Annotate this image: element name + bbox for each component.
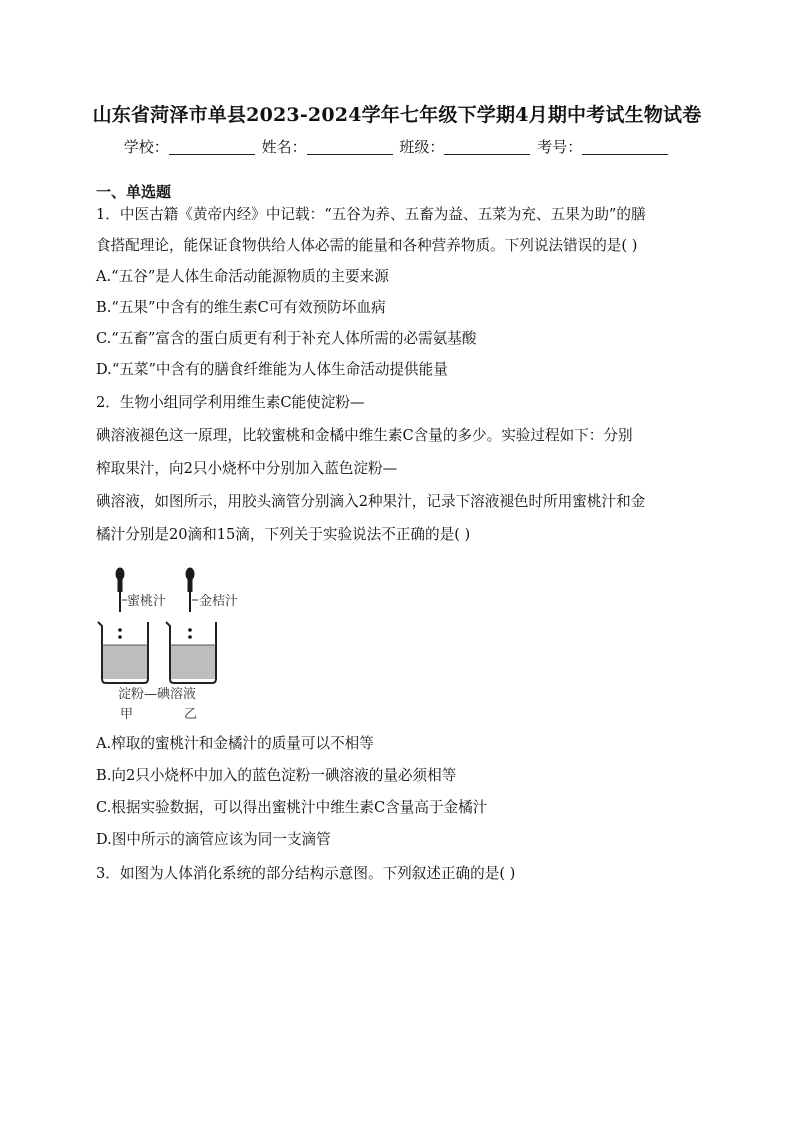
right-beaker-icon xyxy=(166,622,216,683)
left-beaker-icon xyxy=(98,622,148,683)
q2-stem-line-4: 碘溶液，如图所示，用胶头滴管分别滴入2种果汁，记录下溶液褪色时所用蜜桃汁和金 xyxy=(96,493,646,510)
class-label: 班级： xyxy=(399,138,445,156)
school-label: 学校： xyxy=(123,138,169,156)
q2-option-b: B.向2只小烧杯中加入的蓝色淀粉一碘溶液的量必须相等 xyxy=(96,767,457,784)
left-juice-label: 蜜桃汁 xyxy=(127,594,167,609)
q1-stem-line-2: 食搭配理论，能保证食物供给人体必需的能量和各种营养物质。下列说法错误的是( ) xyxy=(96,237,638,254)
name-blank[interactable] xyxy=(307,140,393,155)
q2-option-d: D.图中所示的滴管应该为同一支滴管 xyxy=(96,831,331,848)
right-juice-label: 金桔汁 xyxy=(199,594,239,609)
q1-option-d: D.“五菜”中含有的膳食纤维能为人体生命活动提供能量 xyxy=(96,361,448,378)
q2-stem-line-3: 榨取果汁，向2只小烧杯中分别加入蓝色淀粉— xyxy=(96,460,398,477)
section-heading: 一、单选题 xyxy=(96,183,172,201)
q3-stem-line-1: 3．如图为人体消化系统的部分结构示意图。下列叙述正确的是( ) xyxy=(96,865,516,882)
q2-stem-line-5: 橘汁分别是20滴和15滴，下列关于实验说法不正确的是( ) xyxy=(96,526,471,543)
class-blank[interactable] xyxy=(444,140,530,155)
q2-stem-line-2: 碘溶液褪色这一原理，比较蜜桃和金橘中维生素C含量的多少。实验过程如下：分别 xyxy=(96,427,633,444)
beaker-experiment-figure xyxy=(96,562,256,722)
exam-number-blank[interactable] xyxy=(582,140,668,155)
q1-option-c: C.“五畜”富含的蛋白质更有利于补充人体所需的必需氨基酸 xyxy=(96,330,477,347)
right-dropper-icon xyxy=(186,568,199,613)
q1-option-b: B.“五果”中含有的维生素C可有效预防坏血病 xyxy=(96,299,386,316)
q2-stem-line-1: 2．生物小组同学利用维生素C能使淀粉— xyxy=(96,394,365,411)
exam-number-label: 考号： xyxy=(537,138,583,156)
q1-stem-line-1: 1．中医古籍《黄帝内经》中记载：“五谷为养、五畜为益、五菜为充、五果为助”的膳 xyxy=(96,206,646,223)
beaker-yi-label: 乙 xyxy=(184,707,198,722)
name-label: 姓名： xyxy=(261,138,307,156)
left-dropper-icon xyxy=(116,568,128,613)
q2-option-c: C.根据实验数据，可以得出蜜桃汁中维生素C含量高于金橘汁 xyxy=(96,799,488,816)
school-blank[interactable] xyxy=(169,140,255,155)
solution-label: 淀粉—碘溶液 xyxy=(118,687,197,702)
beaker-jia-label: 甲 xyxy=(120,707,134,722)
page-title: 山东省菏泽市单县2023-2024学年七年级下学期4月期中考试生物试卷 xyxy=(92,104,702,126)
q1-option-a: A.“五谷”是人体生命活动能源物质的主要来源 xyxy=(96,268,389,285)
student-info-row xyxy=(0,136,794,157)
q2-option-a: A.榨取的蜜桃汁和金橘汁的质量可以不相等 xyxy=(96,735,374,752)
